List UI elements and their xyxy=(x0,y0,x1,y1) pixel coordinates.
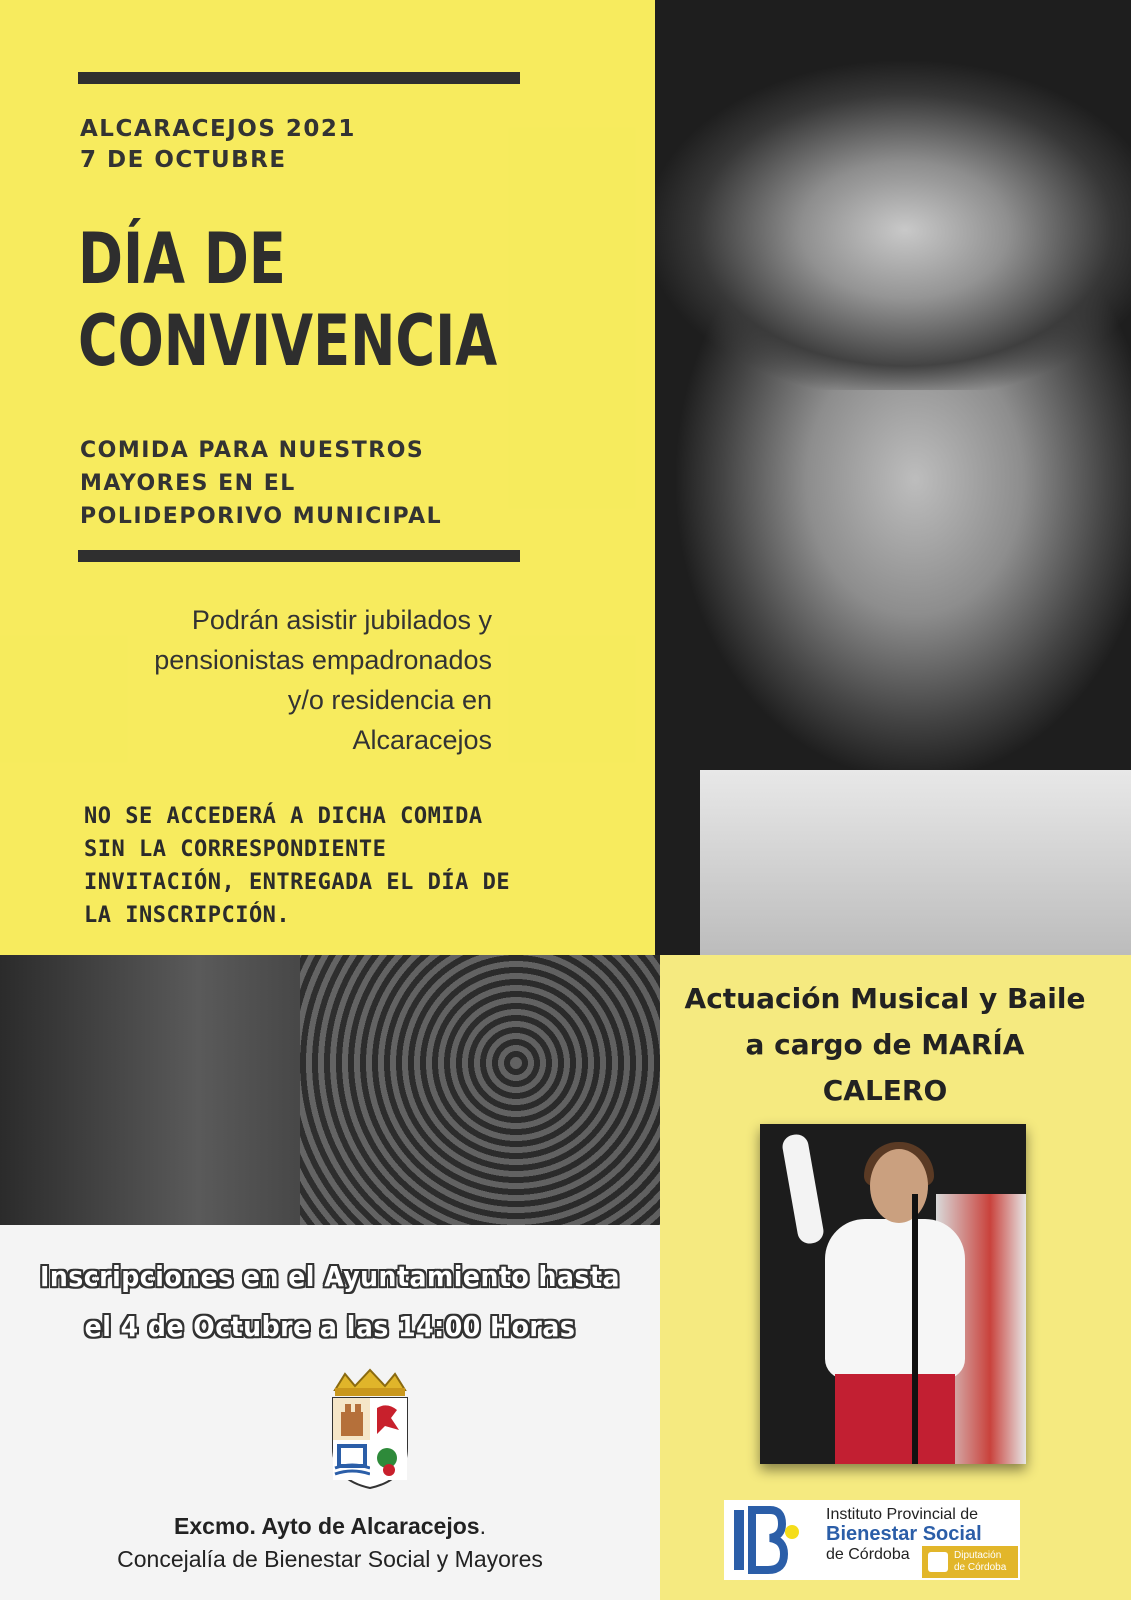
middle-divider xyxy=(78,550,520,562)
singer-trousers xyxy=(835,1374,955,1464)
alcaracejos-coat-of-arms-icon xyxy=(325,1368,415,1490)
eligibility-text xyxy=(80,600,492,760)
page-title xyxy=(78,218,497,382)
diputacion-emblem-icon xyxy=(928,1552,948,1572)
music-line-1: Actuación Musical y Baile xyxy=(684,982,1086,1015)
organizer-department: Concejalía de Bienestar Social y Mayores xyxy=(117,1546,543,1572)
warning-line-3: INVITACIÓN, ENTREGADA EL DÍA DE xyxy=(84,870,511,895)
registration-notice xyxy=(0,1252,660,1352)
diputacion-line-2: de Córdoba xyxy=(954,1562,1007,1573)
eligibility-line-2: pensionistas empadronados xyxy=(154,645,492,675)
event-subtitle xyxy=(80,434,442,533)
eligibility-line-3: y/o residencia en xyxy=(287,685,492,715)
event-date-block xyxy=(80,114,356,176)
microphone-stand xyxy=(912,1194,918,1464)
access-warning xyxy=(84,800,510,932)
ibs-line-1: Instituto Provincial de xyxy=(826,1506,979,1523)
registration-line-1: Inscripciones en el Ayuntamiento hasta xyxy=(39,1260,621,1293)
elderly-woman-hair xyxy=(655,60,1131,390)
shawl-pattern xyxy=(300,955,660,1225)
ibs-mark-icon xyxy=(730,1506,800,1574)
location-year: ALCARACEJOS 2021 xyxy=(80,116,356,142)
registration-line-2: el 4 de Octubre a las 14:00 Horas xyxy=(84,1310,576,1343)
ibs-line-2: Bienestar Social xyxy=(826,1523,982,1545)
title-line-1: DÍA DE xyxy=(78,218,286,300)
title-line-2: CONVIVENCIA xyxy=(78,300,498,382)
subtitle-line-3: POLIDEPORIVO MUNICIPAL xyxy=(80,504,443,529)
singer-face xyxy=(870,1149,928,1223)
top-divider xyxy=(78,72,520,84)
eligibility-line-4: Alcaracejos xyxy=(352,725,492,755)
singer-blouse xyxy=(825,1219,965,1379)
warning-line-1: NO SE ACCEDERÁ A DICHA COMIDA xyxy=(84,804,483,829)
warning-line-2: SIN LA CORRESPONDIENTE xyxy=(84,837,387,862)
ibs-line-3: de Córdoba xyxy=(826,1546,910,1563)
diputacion-line-1: Diputación xyxy=(954,1550,1002,1561)
subtitle-line-2: MAYORES EN EL xyxy=(80,471,296,496)
subtitle-line-1: COMIDA PARA NUESTROS xyxy=(80,438,425,463)
event-date: 7 DE OCTUBRE xyxy=(80,147,287,173)
eligibility-line-1: Podrán asistir jubilados y xyxy=(191,605,492,635)
singer-photo xyxy=(760,1124,1026,1464)
singer-raised-arm xyxy=(781,1133,826,1246)
organizer-block xyxy=(0,1510,660,1576)
music-line-2: a cargo de MARÍA xyxy=(745,1028,1025,1061)
elderly-woman-shirt xyxy=(700,770,1131,955)
music-line-3: CALERO xyxy=(822,1074,948,1107)
music-performance-text xyxy=(660,976,1110,1114)
ibs-logo xyxy=(724,1500,1020,1580)
organizer-suffix: . xyxy=(479,1513,486,1539)
organizer-name: Excmo. Ayto de Alcaracejos xyxy=(174,1513,480,1539)
warning-line-4: LA INSCRIPCIÓN. xyxy=(84,903,291,928)
diputacion-badge xyxy=(922,1546,1018,1578)
